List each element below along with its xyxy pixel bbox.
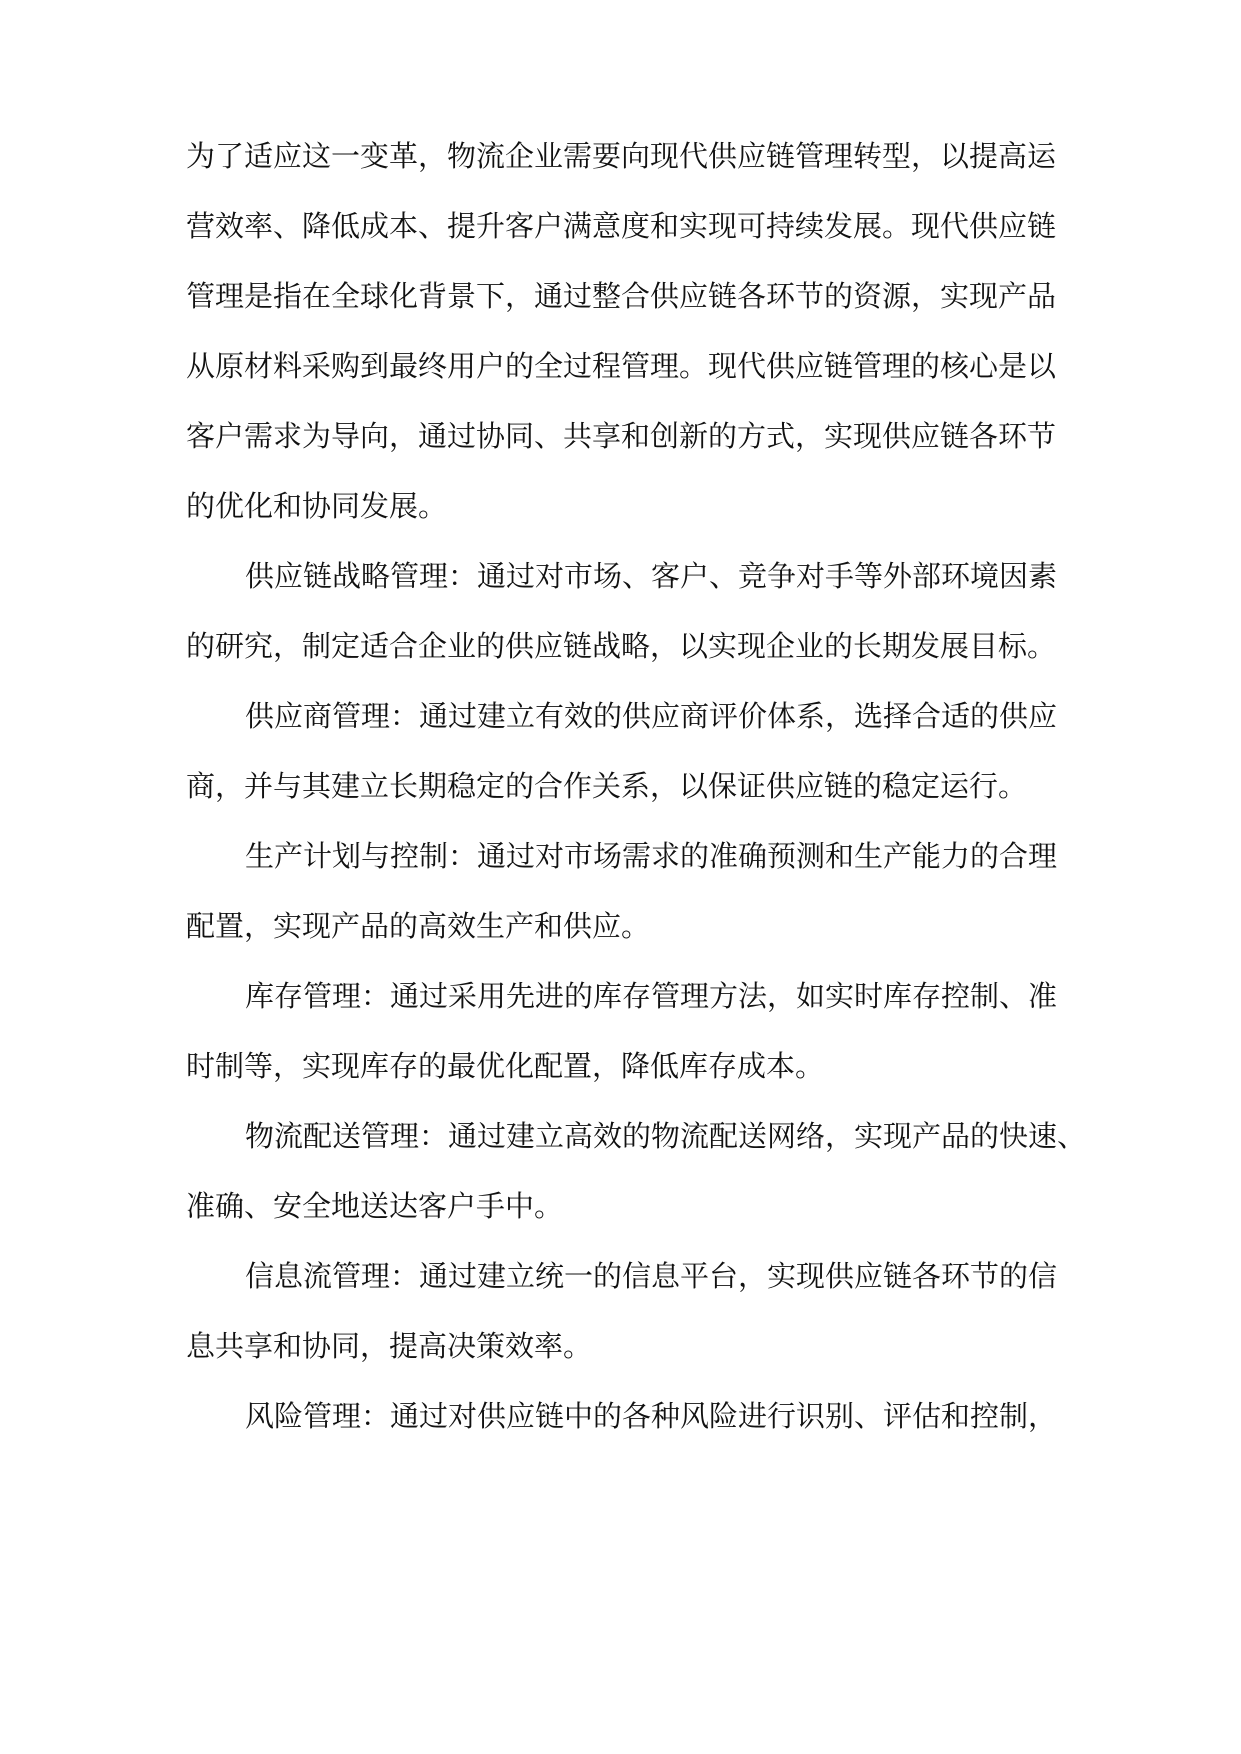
paragraph-line: 的优化和协同发展。	[186, 489, 448, 523]
paragraph-line: 息共享和协同，提高决策效率。	[186, 1329, 593, 1363]
paragraph-line: 供应链战略管理：通过对市场、客户、竞争对手等外部环境因素	[245, 559, 1058, 593]
paragraph-line: 风险管理：通过对供应链中的各种风险进行识别、评估和控制，	[245, 1399, 1058, 1433]
paragraph-line: 库存管理：通过采用先进的库存管理方法，如实时库存控制、准	[245, 979, 1058, 1013]
paragraph-line: 供应商管理：通过建立有效的供应商评价体系，选择合适的供应	[245, 699, 1058, 733]
paragraph-line: 从原材料采购到最终用户的全过程管理。现代供应链管理的核心是以	[186, 349, 1057, 383]
paragraph-line: 生产计划与控制：通过对市场需求的准确预测和生产能力的合理	[245, 839, 1058, 873]
paragraph-line: 配置，实现产品的高效生产和供应。	[186, 909, 651, 943]
paragraph-line: 营效率、降低成本、提升客户满意度和实现可持续发展。现代供应链	[186, 209, 1057, 243]
paragraph-line: 商，并与其建立长期稳定的合作关系，以保证供应链的稳定运行。	[186, 769, 1028, 803]
paragraph-line: 管理是指在全球化背景下，通过整合供应链各环节的资源，实现产品	[186, 279, 1057, 313]
paragraph-line: 的研究，制定适合企业的供应链战略，以实现企业的长期发展目标。	[186, 629, 1057, 663]
paragraph-line: 准确、安全地送达客户手中。	[186, 1189, 564, 1223]
paragraph-line: 为了适应这一变革，物流企业需要向现代供应链管理转型，以提高运	[186, 139, 1057, 173]
paragraph-line: 信息流管理：通过建立统一的信息平台，实现供应链各环节的信	[245, 1259, 1058, 1293]
paragraph-line: 客户需求为导向，通过协同、共享和创新的方式，实现供应链各环节	[186, 419, 1057, 453]
paragraph-line: 时制等，实现库存的最优化配置，降低库存成本。	[186, 1049, 825, 1083]
paragraph-line: 物流配送管理：通过建立高效的物流配送网络，实现产品的快速、	[245, 1119, 1087, 1153]
